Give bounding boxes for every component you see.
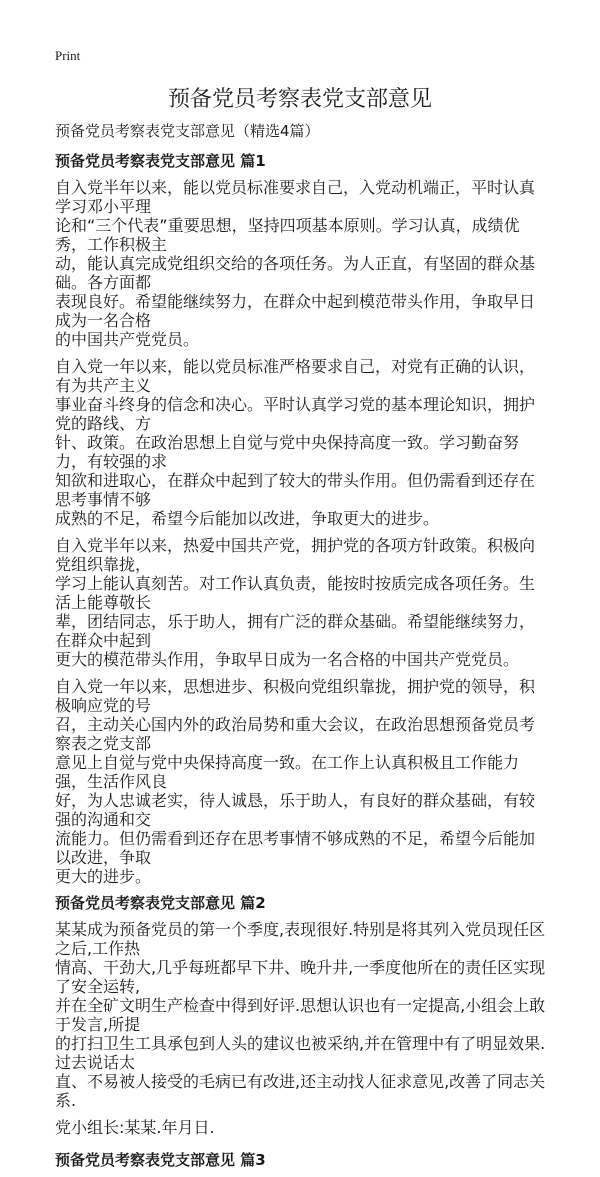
paragraph-line: 召，主动关心国内外的政治局势和重大会议，在政治思想预备党员考察表之党支部 <box>55 715 536 753</box>
paragraph-line: 辈，团结同志，乐于助人，拥有广泛的群众基础。希望能继续努力，在群众中起到 <box>55 612 536 650</box>
paragraph <box>55 178 548 349</box>
document-section <box>55 894 548 1137</box>
paragraph-line: 动，能认真完成党组织交给的各项任务。为人正直，有坚固的群众基础。各方面都 <box>55 254 536 292</box>
paragraph-line: 成熟的不足，希望今后能加以改进，争取更大的进步。 <box>55 509 440 528</box>
document-section <box>55 1151 548 1169</box>
print-link[interactable]: Print <box>55 48 81 63</box>
paragraph-line: 论和“三个代表”重要思想，坚持四项基本原则。学习认真，成绩优秀，工作积极主 <box>55 216 520 254</box>
paragraph <box>55 920 548 1110</box>
paragraph-line: 自入党半年以来，能以党员标准要求自己，入党动机端正，平时认真学习邓小平理 <box>55 178 536 216</box>
paragraph-line: 更大的模范带头作用，争取早日成为一名合格的中国共产党党员。 <box>55 650 520 669</box>
paragraph-line: 的中国共产党党员。 <box>55 330 200 349</box>
paragraph-line: 针、政策。在政治思想上自觉与党中央保持高度一致。学习勤奋努力，有较强的求 <box>55 433 520 471</box>
document-section <box>55 152 548 886</box>
document-body <box>55 152 548 1177</box>
paragraph <box>55 357 548 528</box>
paragraph <box>55 536 548 669</box>
paragraph-line: 表现良好。希望能继续努力，在群众中起到模范带头作用，争取早日成为一名合格 <box>55 292 536 330</box>
paragraph-line: 情高、干劲大,几乎每班都早下井、晚升井,一季度他所在的责任区实现了安全运转, <box>55 958 546 996</box>
paragraph-line: 好，为人忠诚老实，待人诚恳，乐于助人，有良好的群众基础，有较强的沟通和交 <box>55 791 536 829</box>
paragraph-line: 流能力。但仍需看到还存在思考事情不够成熟的不足，希望今后能加以改进，争取 <box>55 829 536 867</box>
paragraph-line: 自入党一年以来，思想进步、积极向党组织靠拢，拥护党的领导，积极响应党的号 <box>55 677 536 715</box>
paragraph-line: 意见上自觉与党中央保持高度一致。在工作上认真积极且工作能力强，生活作风良 <box>55 753 520 791</box>
paragraph-line: 知欲和进取心，在群众中起到了较大的带头作用。但仍需看到还存在思考事情不够 <box>55 471 536 509</box>
paragraph-line: 自入党一年以来，能以党员标准严格要求自己，对党有正确的认识，有为共产主义 <box>55 357 536 395</box>
paragraph-line: 并在全矿文明生产检查中得到好评.思想认识也有一定提高,小组会上敢于发言,所提 <box>55 996 546 1034</box>
section-heading: 预备党员考察表党支部意见 篇3 <box>55 1151 266 1169</box>
paragraph-line: 学习上能认真刻苦。对工作认真负责，能按时按质完成各项任务。生活上能尊敬长 <box>55 574 536 612</box>
paragraph-line: 事业奋斗终身的信念和决心。平时认真学习党的基本理论知识，拥护党的路线、方 <box>55 395 536 433</box>
section-heading: 预备党员考察表党支部意见 篇2 <box>55 894 266 912</box>
paragraph <box>55 1118 548 1137</box>
paragraph-line: 自入党半年以来，热爱中国共产党，拥护党的各项方针政策。积极向党组织靠拢， <box>55 536 536 574</box>
paragraph-line: 直、不易被人接受的毛病已有改进,还主动找人征求意见,改善了同志关系. <box>55 1072 546 1110</box>
section-heading: 预备党员考察表党支部意见 篇1 <box>55 152 266 170</box>
paragraph-line: 更大的进步。 <box>55 867 152 886</box>
paragraph-line: 党小组长:某某.年月日. <box>55 1118 215 1137</box>
paragraph <box>55 677 548 886</box>
paragraph-line: 某某成为预备党员的第一个季度,表现很好.特别是将其列入党员现任区之后,工作热 <box>55 920 546 958</box>
page-title: 预备党员考察表党支部意见 <box>167 87 432 112</box>
document-subtitle: 预备党员考察表党支部意见（精选4篇） <box>55 122 320 140</box>
paragraph-line: 的打扫卫生工具承包到人头的建议也被采纳,并在管理中有了明显效果.过去说话太 <box>55 1034 546 1072</box>
